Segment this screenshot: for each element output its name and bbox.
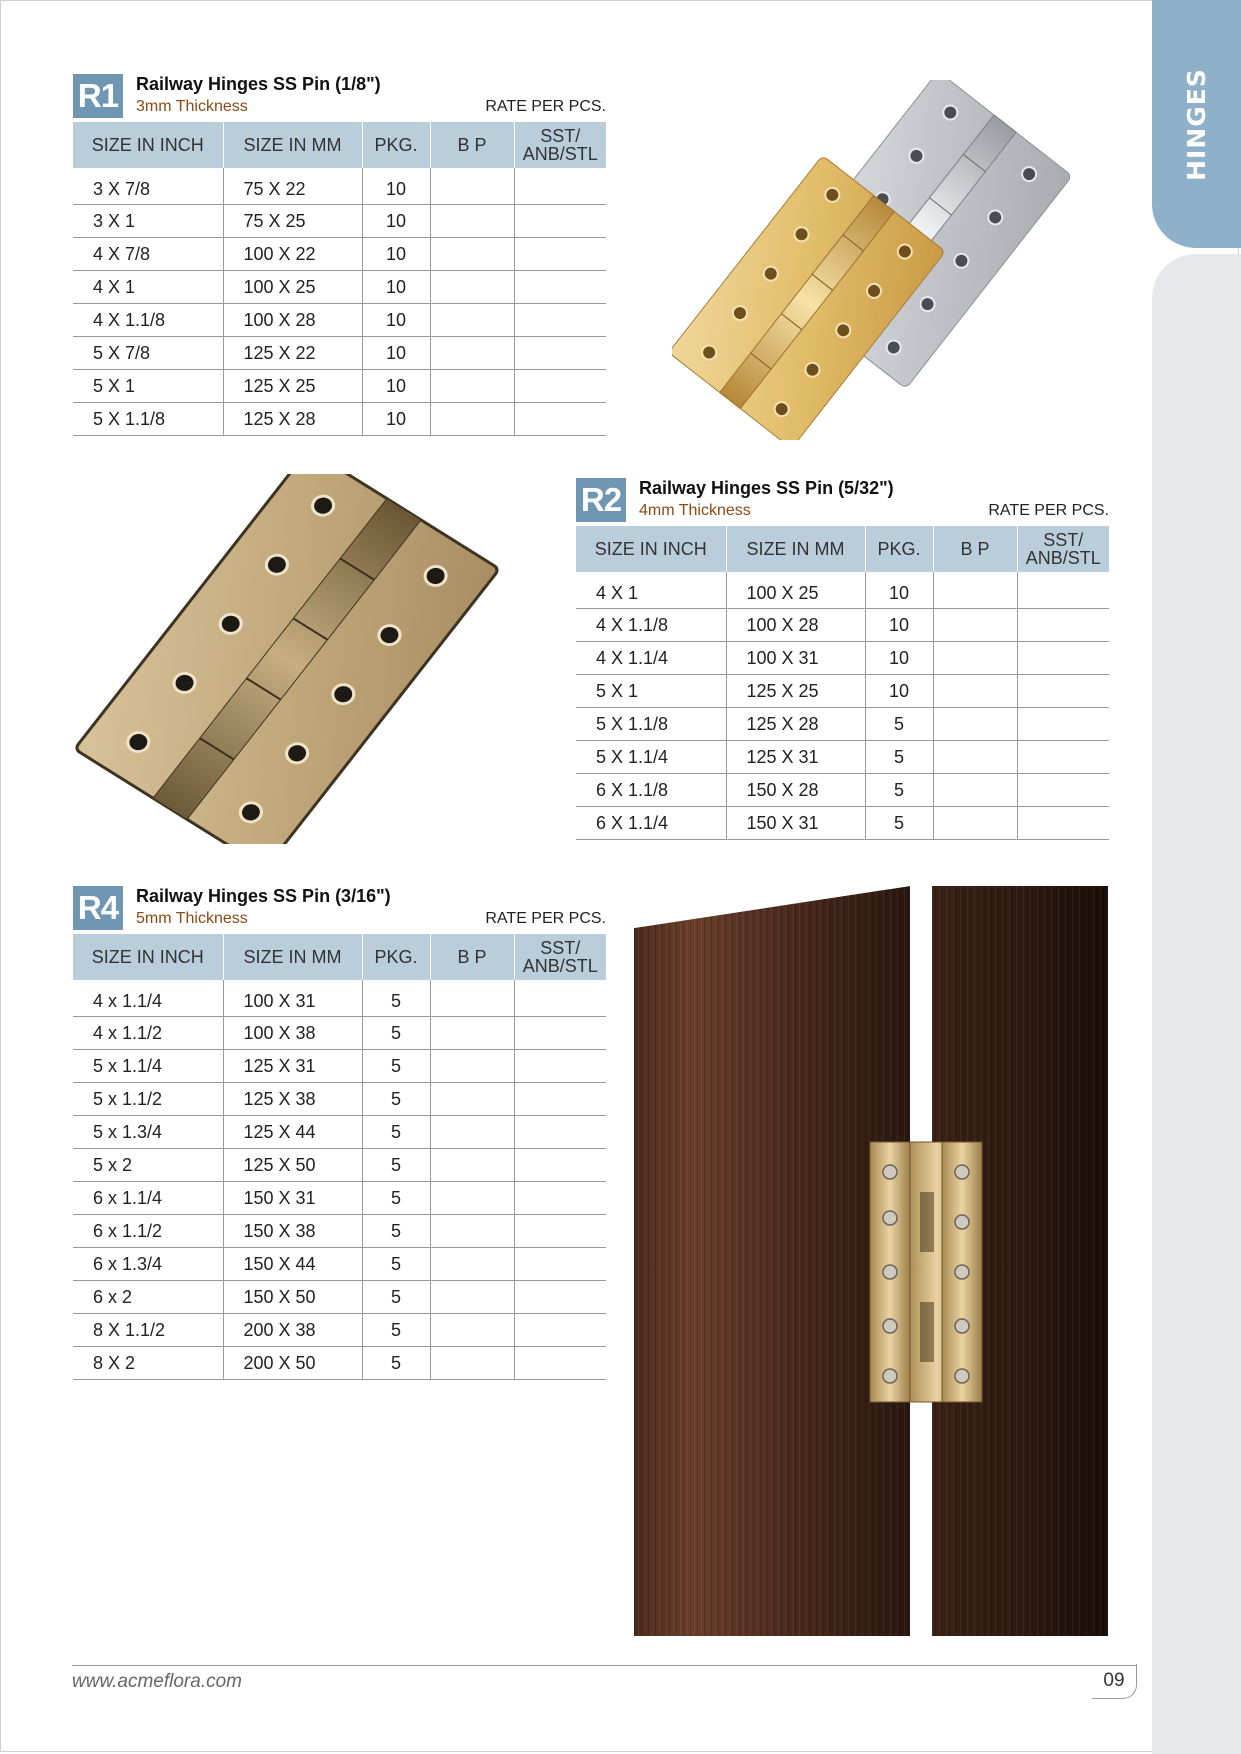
cell-pkg: 5 xyxy=(362,1347,430,1380)
cell-bp xyxy=(430,403,514,436)
table-row xyxy=(73,304,606,337)
table-row xyxy=(73,1116,606,1149)
section-code-badge: R4 xyxy=(73,886,123,930)
side-tab-inactive xyxy=(1152,254,1241,1754)
cell-bp xyxy=(430,337,514,370)
cell-bp xyxy=(430,304,514,337)
cell-size-inch: 4 X 1.1/8 xyxy=(576,609,726,642)
rate-label: RATE PER PCS. xyxy=(485,98,606,115)
cell-size-mm: 150 X 38 xyxy=(223,1215,362,1248)
cell-size-inch: 5 X 1 xyxy=(73,370,223,403)
header-bp: B P xyxy=(933,526,1017,572)
cell-bp xyxy=(430,980,514,1017)
cell-pkg: 5 xyxy=(865,708,933,741)
table-row xyxy=(576,572,1109,609)
header-size-inch: SIZE IN INCH xyxy=(73,122,223,168)
header-bp: B P xyxy=(430,122,514,168)
footer-divider xyxy=(72,1665,1137,1666)
cell-pkg: 5 xyxy=(362,1083,430,1116)
table-row xyxy=(576,807,1109,840)
cell-size-mm: 125 X 28 xyxy=(726,708,865,741)
cell-bp xyxy=(933,642,1017,675)
cell-bp xyxy=(430,271,514,304)
cell-pkg: 5 xyxy=(362,1149,430,1182)
cell-size-inch: 6 x 1.3/4 xyxy=(73,1248,223,1281)
cell-sst xyxy=(514,168,606,205)
cell-size-mm: 150 X 31 xyxy=(223,1182,362,1215)
cell-bp xyxy=(430,238,514,271)
cell-sst xyxy=(1017,609,1109,642)
cell-pkg: 10 xyxy=(865,642,933,675)
header-sst: SST/ ANB/STL xyxy=(514,934,606,980)
cell-pkg: 10 xyxy=(362,168,430,205)
table-row xyxy=(576,609,1109,642)
cell-sst xyxy=(1017,741,1109,774)
table-header-row xyxy=(576,526,1109,572)
section-title: Railway Hinges SS Pin (5/32") xyxy=(639,478,894,498)
cell-bp xyxy=(430,1248,514,1281)
table-row xyxy=(73,403,606,436)
cell-size-inch: 5 x 1.3/4 xyxy=(73,1116,223,1149)
cell-bp xyxy=(933,708,1017,741)
cell-size-mm: 125 X 31 xyxy=(223,1050,362,1083)
cell-bp xyxy=(430,1050,514,1083)
cell-size-mm: 100 X 25 xyxy=(726,572,865,609)
section-code-badge: R1 xyxy=(73,74,123,118)
cell-size-inch: 4 x 1.1/2 xyxy=(73,1017,223,1050)
cell-sst xyxy=(514,1116,606,1149)
rate-label: RATE PER PCS. xyxy=(485,910,606,927)
header-size-mm: SIZE IN MM xyxy=(726,526,865,572)
header-size-mm: SIZE IN MM xyxy=(223,934,362,980)
cell-sst xyxy=(514,304,606,337)
table-row xyxy=(73,1215,606,1248)
section-r4 xyxy=(73,886,606,1386)
cell-size-inch: 4 x 1.1/4 xyxy=(73,980,223,1017)
cell-pkg: 10 xyxy=(362,337,430,370)
cell-size-inch: 4 X 1 xyxy=(73,271,223,304)
cell-pkg: 10 xyxy=(865,572,933,609)
cell-size-mm: 75 X 25 xyxy=(223,205,362,238)
cell-pkg: 5 xyxy=(362,1050,430,1083)
cell-bp xyxy=(933,572,1017,609)
cell-size-mm: 100 X 25 xyxy=(223,271,362,304)
section-code-badge: R2 xyxy=(576,478,626,522)
tab-hinges[interactable] xyxy=(1152,0,1241,248)
cell-size-mm: 100 X 28 xyxy=(726,609,865,642)
cell-size-mm: 125 X 25 xyxy=(223,370,362,403)
cell-size-mm: 100 X 31 xyxy=(726,642,865,675)
tab-hinges-label: HINGES xyxy=(1182,67,1212,181)
cell-size-inch: 6 x 2 xyxy=(73,1281,223,1314)
cell-size-mm: 100 X 31 xyxy=(223,980,362,1017)
cell-pkg: 10 xyxy=(362,238,430,271)
cell-pkg: 5 xyxy=(362,980,430,1017)
cell-bp xyxy=(430,1182,514,1215)
cell-pkg: 5 xyxy=(362,1248,430,1281)
cell-size-inch: 5 x 2 xyxy=(73,1149,223,1182)
table-row xyxy=(73,1017,606,1050)
cell-size-mm: 150 X 31 xyxy=(726,807,865,840)
cell-pkg: 5 xyxy=(362,1116,430,1149)
table-row xyxy=(73,1347,606,1380)
cell-bp xyxy=(430,205,514,238)
cell-size-inch: 4 X 1.1/4 xyxy=(576,642,726,675)
cell-pkg: 5 xyxy=(865,774,933,807)
section-thickness: 4mm Thickness xyxy=(639,502,751,519)
cell-sst xyxy=(514,1083,606,1116)
cell-pkg: 5 xyxy=(362,1017,430,1050)
header-size-mm: SIZE IN MM xyxy=(223,122,362,168)
cell-size-mm: 100 X 22 xyxy=(223,238,362,271)
header-bp: B P xyxy=(430,934,514,980)
cell-pkg: 5 xyxy=(865,741,933,774)
cell-size-mm: 150 X 50 xyxy=(223,1281,362,1314)
cell-bp xyxy=(933,807,1017,840)
table-row xyxy=(73,337,606,370)
cell-size-mm: 200 X 38 xyxy=(223,1314,362,1347)
cell-size-inch: 6 x 1.1/2 xyxy=(73,1215,223,1248)
cell-size-inch: 5 X 1.1/8 xyxy=(576,708,726,741)
cell-size-mm: 150 X 28 xyxy=(726,774,865,807)
cell-sst xyxy=(514,1248,606,1281)
cell-sst xyxy=(1017,675,1109,708)
cell-size-mm: 125 X 44 xyxy=(223,1116,362,1149)
hinge-pair-image xyxy=(672,80,1092,440)
cell-size-inch: 8 X 2 xyxy=(73,1347,223,1380)
cell-size-inch: 5 X 1.1/4 xyxy=(576,741,726,774)
cell-bp xyxy=(430,1347,514,1380)
hinge-antique-image xyxy=(72,474,502,844)
cell-size-mm: 125 X 38 xyxy=(223,1083,362,1116)
cell-size-inch: 4 X 7/8 xyxy=(73,238,223,271)
cell-size-inch: 5 X 1 xyxy=(576,675,726,708)
cell-size-mm: 150 X 44 xyxy=(223,1248,362,1281)
header-sst: SST/ ANB/STL xyxy=(514,122,606,168)
cell-size-inch: 5 X 1.1/8 xyxy=(73,403,223,436)
cell-pkg: 5 xyxy=(362,1281,430,1314)
table-row xyxy=(576,741,1109,774)
table-row xyxy=(73,1182,606,1215)
cell-pkg: 5 xyxy=(362,1215,430,1248)
table-row xyxy=(576,675,1109,708)
cell-bp xyxy=(430,1149,514,1182)
cell-sst xyxy=(514,980,606,1017)
cell-size-mm: 125 X 31 xyxy=(726,741,865,774)
cell-size-mm: 75 X 22 xyxy=(223,168,362,205)
cell-size-inch: 5 x 1.1/2 xyxy=(73,1083,223,1116)
section-thickness: 5mm Thickness xyxy=(136,910,248,927)
rate-label: RATE PER PCS. xyxy=(988,502,1109,519)
section-title: Railway Hinges SS Pin (3/16") xyxy=(136,886,391,906)
cell-sst xyxy=(514,271,606,304)
cell-size-mm: 125 X 25 xyxy=(726,675,865,708)
cell-size-mm: 200 X 50 xyxy=(223,1347,362,1380)
cell-sst xyxy=(514,205,606,238)
table-row xyxy=(73,1050,606,1083)
cell-sst xyxy=(514,1050,606,1083)
cell-pkg: 5 xyxy=(362,1182,430,1215)
table-row xyxy=(73,271,606,304)
cell-pkg: 10 xyxy=(865,675,933,708)
cell-sst xyxy=(514,1215,606,1248)
cell-sst xyxy=(514,1182,606,1215)
cell-pkg: 10 xyxy=(362,304,430,337)
cell-bp xyxy=(430,168,514,205)
cell-bp xyxy=(933,609,1017,642)
cell-sst xyxy=(514,1347,606,1380)
cell-sst xyxy=(1017,642,1109,675)
cell-size-inch: 6 X 1.1/4 xyxy=(576,807,726,840)
cell-pkg: 5 xyxy=(362,1314,430,1347)
cell-pkg: 5 xyxy=(865,807,933,840)
section-r2 xyxy=(576,478,1109,844)
table-row xyxy=(576,774,1109,807)
cell-size-inch: 3 X 7/8 xyxy=(73,168,223,205)
table-row xyxy=(73,980,606,1017)
cell-sst xyxy=(514,337,606,370)
header-size-inch: SIZE IN INCH xyxy=(576,526,726,572)
cell-pkg: 10 xyxy=(865,609,933,642)
table-row xyxy=(73,205,606,238)
table-row xyxy=(73,1248,606,1281)
table-row xyxy=(73,1281,606,1314)
header-sst: SST/ ANB/STL xyxy=(1017,526,1109,572)
table-row xyxy=(576,708,1109,741)
cell-size-mm: 100 X 38 xyxy=(223,1017,362,1050)
cell-size-mm: 100 X 28 xyxy=(223,304,362,337)
cell-size-inch: 5 x 1.1/4 xyxy=(73,1050,223,1083)
table-header-row xyxy=(73,122,606,168)
cell-bp xyxy=(933,741,1017,774)
cell-pkg: 10 xyxy=(362,370,430,403)
cell-bp xyxy=(430,370,514,403)
section-thickness: 3mm Thickness xyxy=(136,98,248,115)
cell-size-inch: 3 X 1 xyxy=(73,205,223,238)
cell-bp xyxy=(430,1314,514,1347)
table-row xyxy=(73,238,606,271)
cell-size-mm: 125 X 50 xyxy=(223,1149,362,1182)
cell-bp xyxy=(430,1017,514,1050)
table-row xyxy=(576,642,1109,675)
header-size-inch: SIZE IN INCH xyxy=(73,934,223,980)
table-row xyxy=(73,1149,606,1182)
table-header-row xyxy=(73,934,606,980)
cell-bp xyxy=(430,1215,514,1248)
cell-sst xyxy=(1017,774,1109,807)
page-number: 09 xyxy=(1092,1664,1137,1699)
cell-bp xyxy=(430,1116,514,1149)
cell-sst xyxy=(514,238,606,271)
cell-sst xyxy=(1017,708,1109,741)
cell-sst xyxy=(1017,572,1109,609)
cell-sst xyxy=(514,1017,606,1050)
header-pkg: PKG. xyxy=(362,934,430,980)
spec-table-r2 xyxy=(576,526,1109,840)
cell-sst xyxy=(514,1149,606,1182)
spec-table-r4 xyxy=(73,934,606,1380)
cell-sst xyxy=(514,403,606,436)
door-hinge-photo xyxy=(634,886,1108,1636)
cell-pkg: 10 xyxy=(362,271,430,304)
section-r1 xyxy=(73,74,606,440)
header-pkg: PKG. xyxy=(362,122,430,168)
cell-size-inch: 8 X 1.1/2 xyxy=(73,1314,223,1347)
cell-sst xyxy=(514,1281,606,1314)
cell-size-mm: 125 X 28 xyxy=(223,403,362,436)
cell-sst xyxy=(514,1314,606,1347)
cell-size-mm: 125 X 22 xyxy=(223,337,362,370)
cell-pkg: 10 xyxy=(362,205,430,238)
footer-url[interactable]: www.acmeflora.com xyxy=(72,1671,242,1692)
table-row xyxy=(73,168,606,205)
header-pkg: PKG. xyxy=(865,526,933,572)
cell-sst xyxy=(1017,807,1109,840)
cell-size-inch: 6 x 1.1/4 xyxy=(73,1182,223,1215)
cell-size-inch: 5 X 7/8 xyxy=(73,337,223,370)
cell-bp xyxy=(430,1083,514,1116)
table-row xyxy=(73,1314,606,1347)
table-row xyxy=(73,1083,606,1116)
cell-sst xyxy=(514,370,606,403)
cell-bp xyxy=(933,774,1017,807)
spec-table-r1 xyxy=(73,122,606,436)
table-row xyxy=(73,370,606,403)
cell-bp xyxy=(933,675,1017,708)
section-title: Railway Hinges SS Pin (1/8") xyxy=(136,74,381,94)
cell-pkg: 10 xyxy=(362,403,430,436)
cell-size-inch: 4 X 1.1/8 xyxy=(73,304,223,337)
cell-size-inch: 4 X 1 xyxy=(576,572,726,609)
cell-size-inch: 6 X 1.1/8 xyxy=(576,774,726,807)
cell-bp xyxy=(430,1281,514,1314)
